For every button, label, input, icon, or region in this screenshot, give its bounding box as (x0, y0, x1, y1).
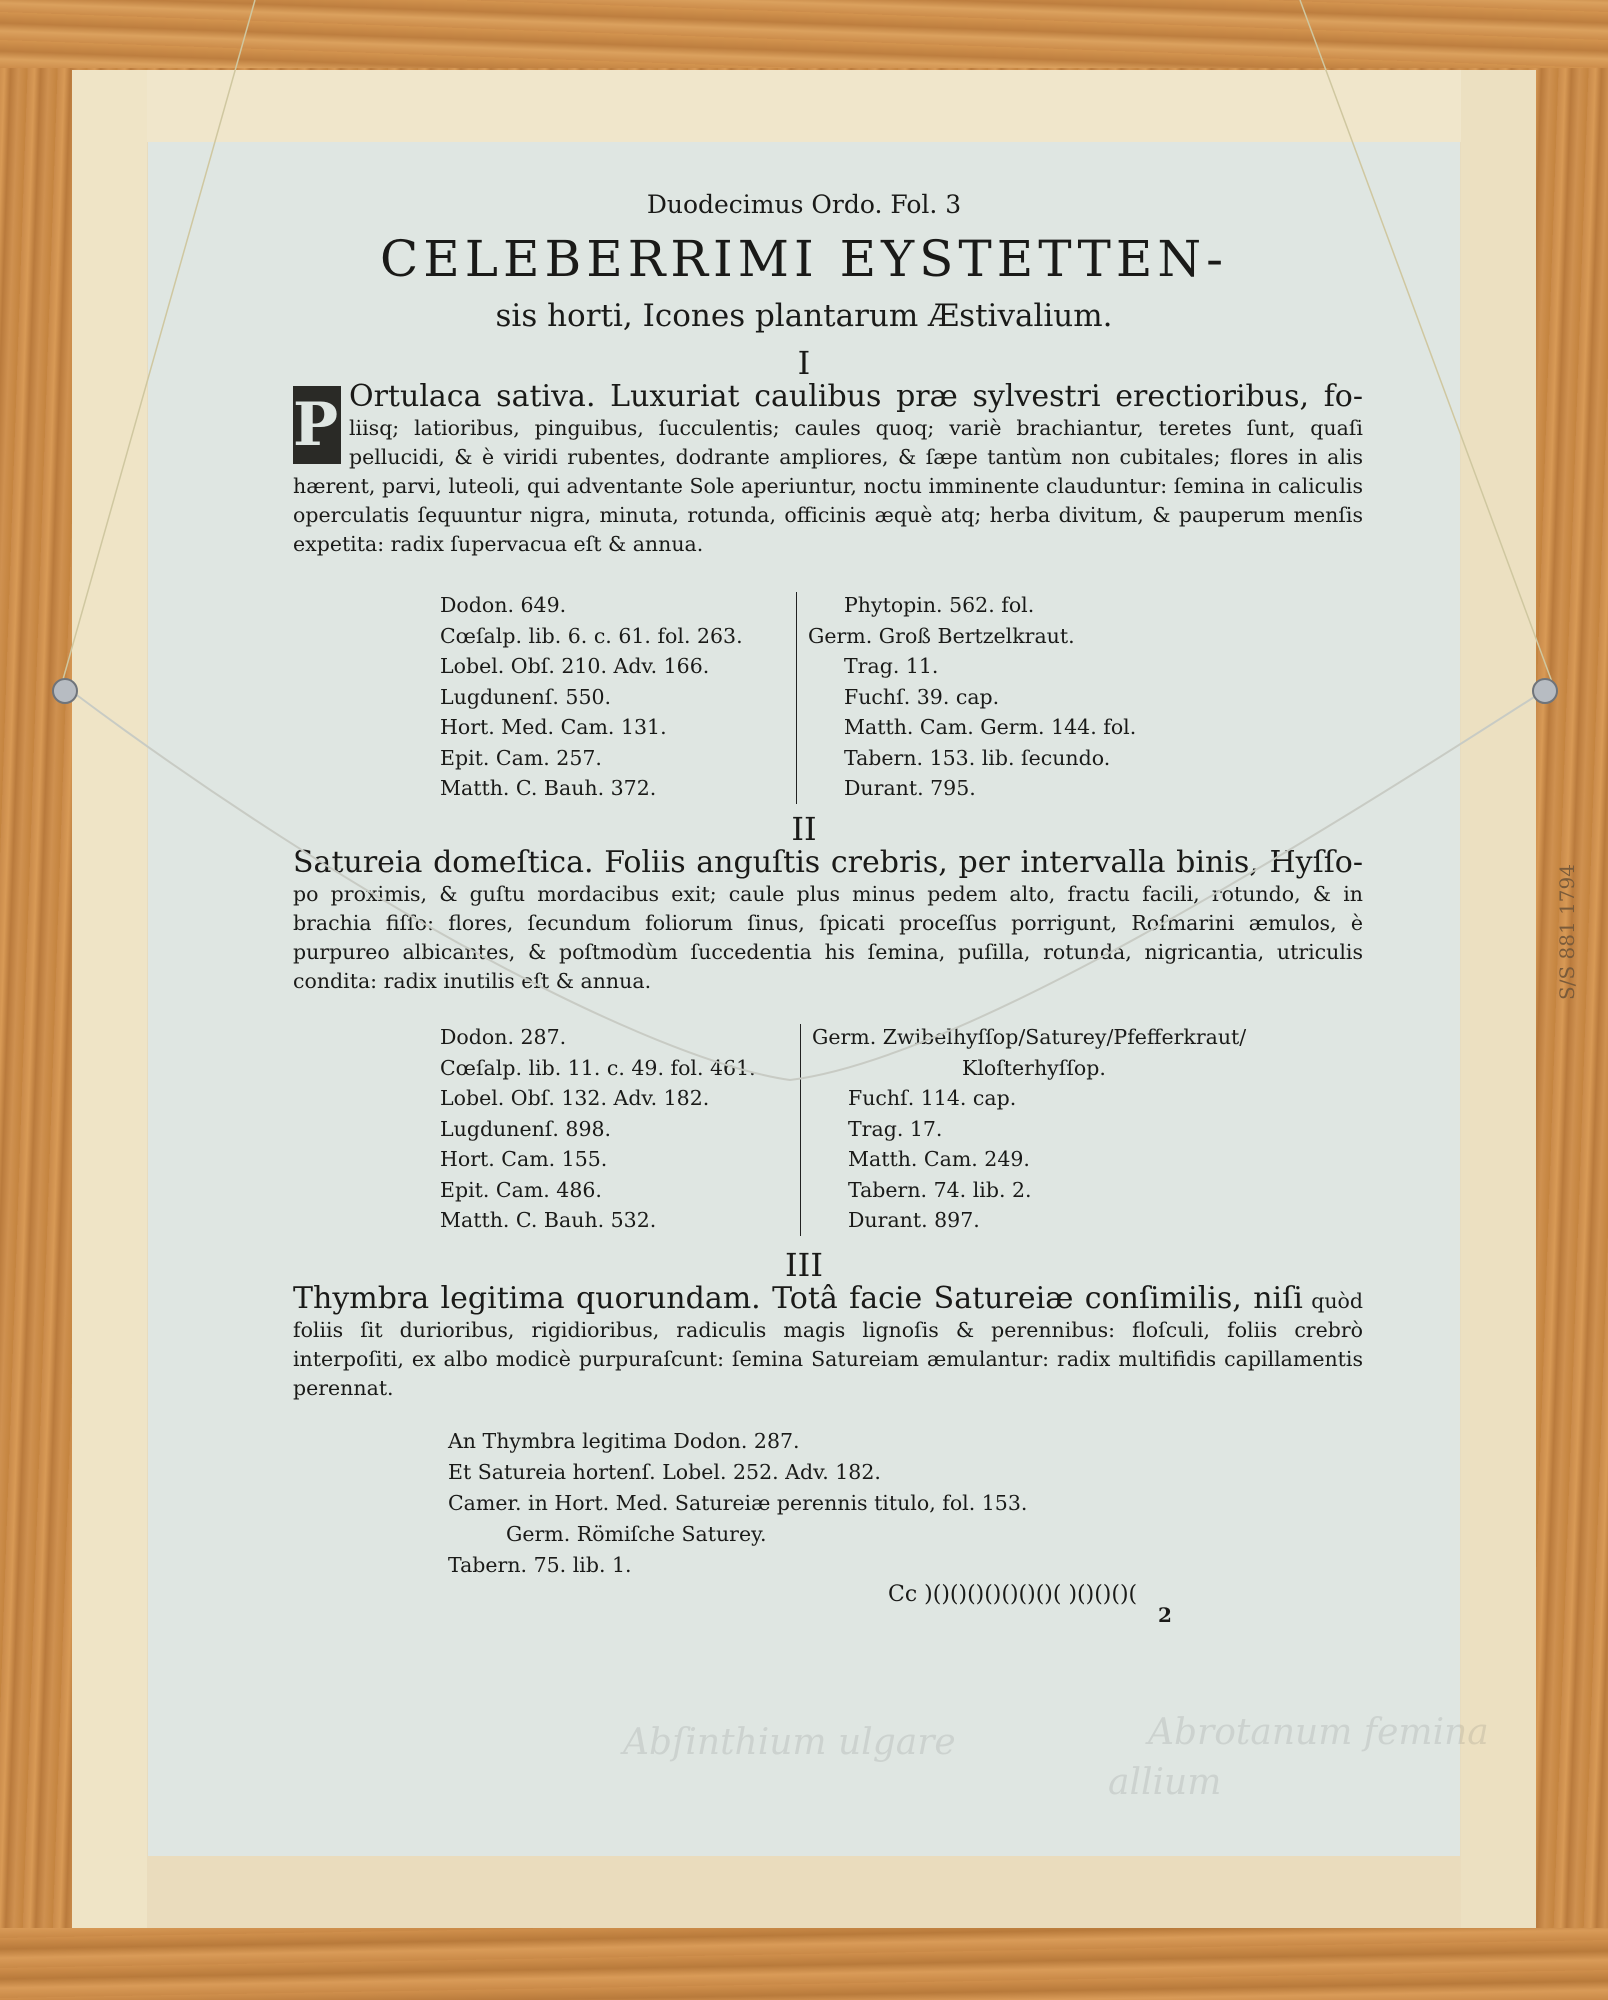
signature-mark: Cc )()()()()()()()( )()()()( (888, 1582, 1138, 1607)
section-1-lead: Ortulaca sativa. Luxuriat caulibus præ sylvestri erectioribus, fo- (349, 379, 1363, 414)
ref-line: Dodon. 287. (440, 1025, 567, 1049)
ref-line: Epit. Cam. 486. (440, 1177, 602, 1202)
ref-line: Camer. in Hort. Med. Satureiæ perennis titulo, fol. 153. (448, 1491, 1028, 1515)
ref-line: Matth. C. Bauh. 372. (440, 776, 657, 800)
wire-left-strand (60, 0, 255, 690)
ref-line: Fuchſ. 114. cap. (848, 1086, 1017, 1110)
wire-sag (70, 690, 1545, 1080)
section-3-lead: Thymbra legitima quorundam. Totâ facie Satureiæ conſimilis, niſi (293, 1281, 1303, 1316)
ref-line: Durant. 795. (844, 776, 976, 800)
page-heading: Duodecimus Ordo. Fol. 3 (646, 190, 962, 219)
section-1-text: liisq; latioribus, pinguibus, ſucculentis; caules quoq; variè brachiantur, teretes ſunt, quaſi pellucidi, & è viridi rubentes, dodrante ampliores, & ſæpe tantùm non cubitales; flores in alis hærent, parvi, luteoli, qui adventante Sole aperiuntur, noctu imminente clauduntur: ſemina in caliculis operculatis ſequuntur nigra, minuta, rotunda, officinis æquè atq; herba divitum, & pauperum menſis expetita: radix ſupervacua eſt & annua. (293, 416, 1363, 556)
wire-right-strand (1300, 0, 1555, 690)
dropcap-initial: P (293, 386, 341, 464)
ref-line: Durant. 897. (848, 1208, 980, 1232)
page-subtitle: sis horti, Icones plantarum Æstivalium. (495, 298, 1113, 334)
ref-line: Cœſalp. lib. 6. c. 61. fol. 263. (440, 623, 743, 648)
ref-line: Matth. Cam. 249. (848, 1147, 1030, 1171)
screw-eye-right (1532, 678, 1558, 704)
ref-line: Tabern. 74. lib. 2. (848, 1177, 1032, 1202)
ref-line: Trag. 17. (848, 1116, 943, 1141)
ref-line: Phytopin. 562. fol. (844, 593, 1035, 617)
section-numeral-2: II (791, 810, 817, 848)
ref-line: Dodon. 649. (440, 593, 567, 617)
ref-line: Lugdunenſ. 898. (440, 1116, 612, 1141)
ref-line: Matth. C. Bauh. 532. (440, 1208, 657, 1232)
ref-line: Germ. Groß Bertzelkraut. (808, 623, 1075, 648)
section-2-text: po proximis, & guſtu mordacibus exit; caule plus minus pedem alto, fractu facili, rotundo, & in brachia fiſſo: flores, ſecundum foliorum ſinus, ſpicati proceſſus porrigunt, Roſmarini æmulos, è purpureo albicantes, & poſtmodùm ſuccedentia his ſemina, puſilla, rotunda, nigricantia, utriculis condita: radix inutilis eſt & annua. (293, 882, 1363, 993)
ref-line: Germ. Römiſche Saturey. (506, 1522, 767, 1546)
ref-line: Fuchſ. 39. cap. (844, 684, 1000, 709)
ref-line: Germ. Zwibelhyſſop/Saturey/Pfefferkraut/ (812, 1025, 1247, 1049)
ref-line: Lobel. Obſ. 132. Adv. 182. (440, 1086, 710, 1110)
screw-eye-left (52, 678, 78, 704)
ref-line: Hort. Med. Cam. 131. (440, 715, 667, 739)
ref-line: Trag. 11. (844, 654, 939, 678)
page-title: CELEBERRIMI EYSTETTEN- (380, 230, 1228, 288)
ref-line: An Thymbra legitima Dodon. 287. (448, 1429, 800, 1453)
section-numeral-1: I (797, 344, 811, 382)
show-through-text: allium (1108, 1762, 1222, 1803)
section-3-text: quòd foliis ſit durioribus, rigidioribus, radiculis magis lignoſis & perennibus: floſculi, foliis crebrò interpoſiti, ex albo modicè purpuraſcunt: ſemina Satureiam æmulantur: radix multifidis capillamentis perennat. (293, 1289, 1363, 1400)
ref-line: Tabern. 75. lib. 1. (448, 1553, 632, 1577)
show-through-text: Abſinthium ulgare (623, 1722, 956, 1763)
ref-line: Lugdunenſ. 550. (440, 684, 612, 709)
ref-line: Hort. Cam. 155. (440, 1147, 608, 1171)
show-through-text: Abrotanum femina (1148, 1712, 1489, 1753)
page-number: 2 (1158, 1603, 1172, 1627)
ref-line: Cœſalp. lib. 11. c. 49. fol. 461. (440, 1055, 756, 1080)
frame-pencil-note: S/S 881 1794 (1555, 864, 1579, 1000)
ref-line: Lobel. Obſ. 210. Adv. 166. (440, 654, 710, 678)
ref-line: Kloſterhyſſop. (962, 1055, 1106, 1080)
ref-line: Matth. Cam. Germ. 144. fol. (844, 715, 1137, 739)
ref-line: Tabern. 153. lib. ſecundo. (844, 745, 1111, 770)
ref-line: Epit. Cam. 257. (440, 745, 602, 770)
section-2-lead: Satureia domeſtica. Foliis anguſtis crebris, per intervalla binis, Hyſſo- (293, 845, 1363, 880)
section-numeral-3: III (785, 1246, 823, 1284)
ref-line: Et Satureia hortenſ. Lobel. 252. Adv. 182. (448, 1460, 881, 1484)
